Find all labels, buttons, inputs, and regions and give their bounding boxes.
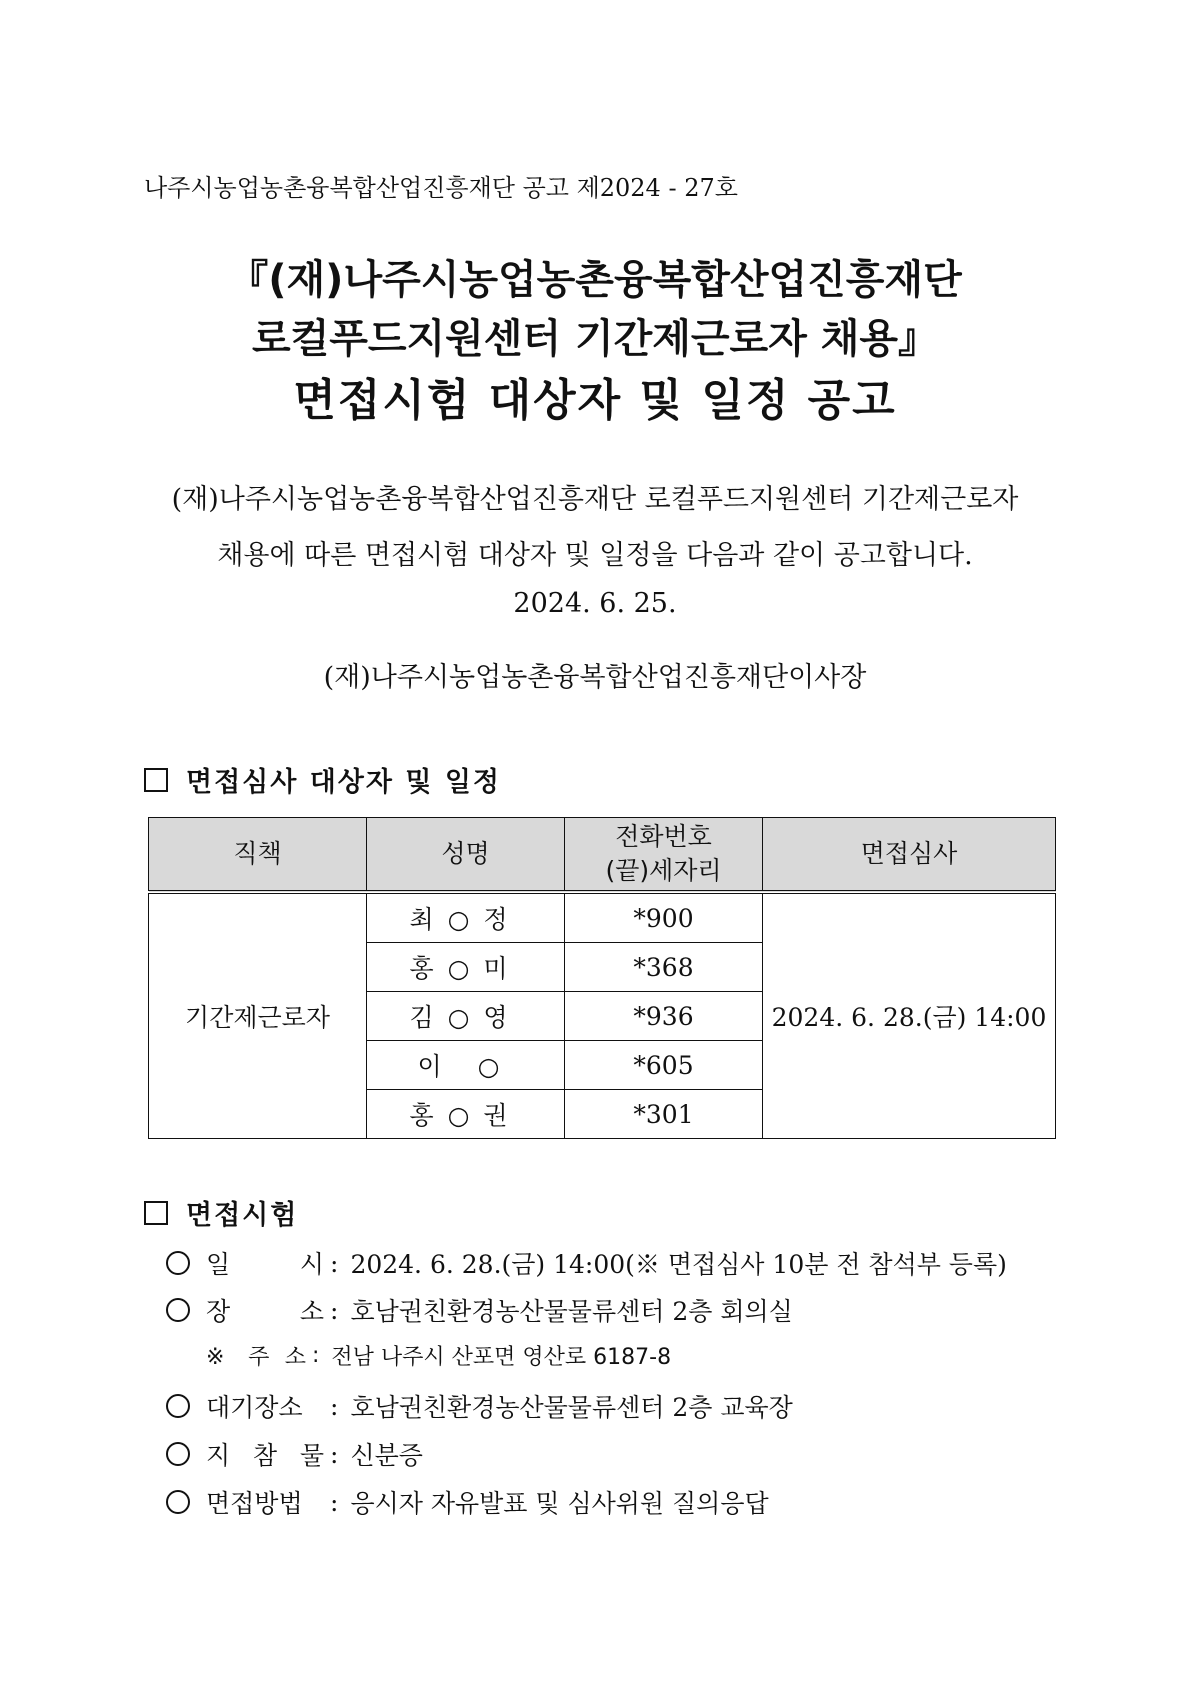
detail-value: 응시자 자유발표 및 심사위원 질의응답 (350, 1489, 769, 1518)
section-candidates-title: 면접심사 대상자 및 일정 (186, 767, 502, 798)
detail-value: 2024. 6. 28.(금) 14:00(※ 면접심사 10분 전 참석부 등록) (350, 1250, 1007, 1279)
intro-line-2: 채용에 따른 면접시험 대상자 및 일정을 다음과 같이 공고합니다. (217, 540, 973, 571)
detail-value: 신분증 (350, 1441, 423, 1470)
detail-address (206, 1340, 671, 1371)
detail-label: 면접방법 (206, 1489, 303, 1518)
table-header-row (149, 818, 1056, 893)
candidate-name: 이 ○ (367, 1041, 565, 1090)
detail-label: 장 소 (206, 1297, 324, 1326)
title-line-3: 면접시험 대상자 및 일정 공고 (293, 375, 897, 426)
circle-bullet-icon (166, 1490, 190, 1514)
detail-bring (166, 1436, 423, 1472)
separator: : (330, 1391, 339, 1421)
candidates-table (148, 817, 1056, 1139)
detail-datetime (166, 1245, 1007, 1281)
detail-value: 호남권친환경농산물물류센터 2층 회의실 (350, 1297, 793, 1326)
detail-label: 일 시 (206, 1250, 324, 1279)
header-phone-line-1: 전화번호 (615, 822, 712, 851)
separator: : (330, 1487, 339, 1517)
circle-bullet-icon (166, 1442, 190, 1466)
candidate-phone: *605 (565, 1041, 763, 1090)
section-interview-title: 면접시험 (186, 1200, 299, 1231)
circle-bullet-icon (166, 1394, 190, 1418)
candidate-name: 홍○권 (367, 1090, 565, 1139)
circle-bullet-icon (166, 1251, 190, 1275)
detail-label: 지 참 물 (206, 1441, 324, 1470)
header-phone (565, 818, 763, 893)
header-position: 직책 (149, 818, 367, 893)
issuer: (재)나주시농업농촌융복합산업진흥재단이사장 (323, 662, 867, 693)
candidate-phone: *900 (565, 892, 763, 943)
detail-waiting-room (166, 1388, 793, 1424)
table-row (149, 892, 1056, 943)
separator: : (330, 1295, 339, 1325)
notice-date: 2024. 6. 25. (513, 588, 677, 619)
detail-method (166, 1484, 769, 1520)
detail-value: 호남권친환경농산물물류센터 2층 교육장 (350, 1393, 793, 1422)
checkbox-icon (144, 768, 168, 792)
title-line-2: 로컬푸드지원센터 기간제근로자 채용』 (251, 316, 939, 362)
header-name: 성명 (367, 818, 565, 893)
separator: : (330, 1439, 339, 1469)
separator: : (330, 1248, 339, 1278)
intro-line-1: (재)나주시농업농촌융복합산업진흥재단 로컬푸드지원센터 기간제근로자 (171, 484, 1019, 515)
detail-value: 전남 나주시 산포면 영산로 6187-8 (331, 1345, 672, 1370)
notice-number: 나주시농업농촌융복합산업진흥재단 공고 제2024 - 27호 (144, 174, 738, 202)
candidate-name: 홍○미 (367, 943, 565, 992)
circle-bullet-icon (166, 1298, 190, 1322)
section-candidates-heading (144, 760, 501, 799)
candidate-phone: *301 (565, 1090, 763, 1139)
candidate-name: 김○영 (367, 992, 565, 1041)
detail-label: 대기장소 (206, 1393, 303, 1422)
separator: : (312, 1343, 320, 1368)
header-interview: 면접심사 (763, 818, 1056, 893)
candidate-name: 최○정 (367, 892, 565, 943)
detail-label: ※ 주 소 (206, 1345, 306, 1370)
title-line-1: 『(재)나주시농업농촌융복합산업진흥재단 (228, 257, 962, 303)
checkbox-icon (144, 1201, 168, 1225)
candidate-phone: *936 (565, 992, 763, 1041)
detail-place (166, 1292, 793, 1328)
interview-datetime-cell: 2024. 6. 28.(금) 14:00 (763, 892, 1056, 1139)
candidate-phone: *368 (565, 943, 763, 992)
position-cell: 기간제근로자 (149, 892, 367, 1139)
header-phone-line-2: (끝)세자리 (605, 856, 722, 885)
section-interview-heading (144, 1193, 298, 1232)
